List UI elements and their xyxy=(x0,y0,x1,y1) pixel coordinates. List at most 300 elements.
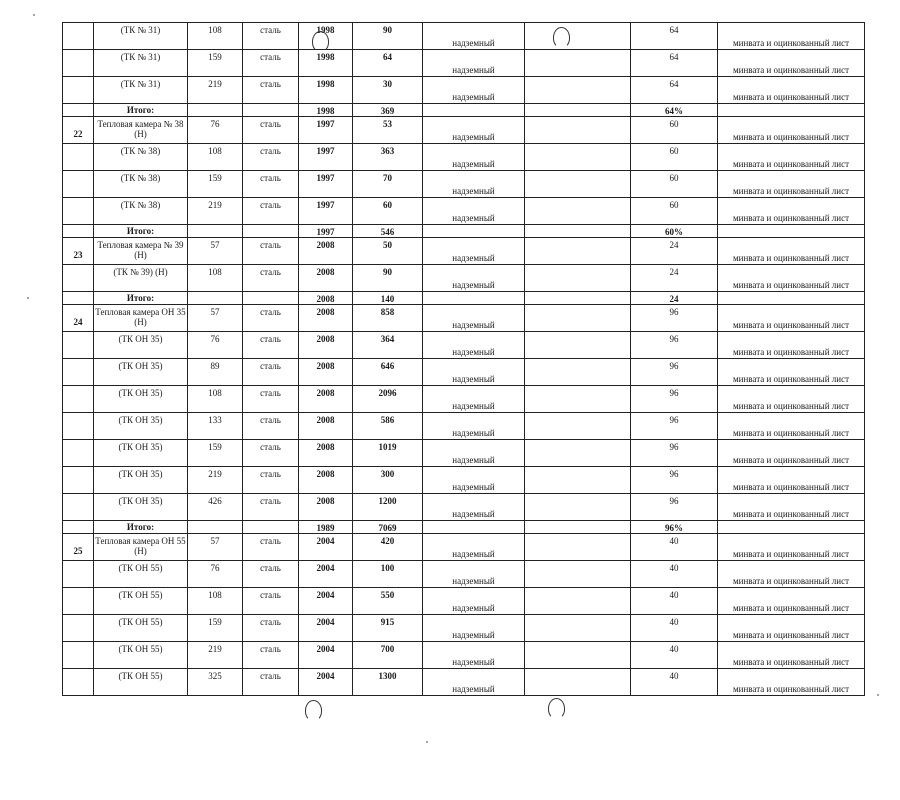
cell-year: 2004 xyxy=(299,534,353,561)
cell-wear-percent: 96 xyxy=(631,413,718,440)
cell-year: 2004 xyxy=(299,669,353,696)
cell-wear-percent: 64% xyxy=(631,104,718,117)
table-row xyxy=(63,359,865,386)
cell-object-name: Тепловая камера № 39 (Н) xyxy=(94,238,188,265)
table-row xyxy=(63,413,865,440)
cell-insulation: минвата и оцинкованный лист xyxy=(718,494,865,521)
scan-speck xyxy=(33,14,35,16)
cell-object-name: Итого: xyxy=(94,104,188,117)
total-row xyxy=(63,521,865,534)
cell-laying-type: надземный xyxy=(423,534,525,561)
cell-year: 2008 xyxy=(299,265,353,292)
cell-laying-type: надземный xyxy=(423,642,525,669)
cell-row-number xyxy=(63,386,94,413)
cell-laying-type: надземный xyxy=(423,23,525,50)
cell-laying-type: надземный xyxy=(423,386,525,413)
cell-material xyxy=(243,292,299,305)
cell-material: сталь xyxy=(243,23,299,50)
cell-row-number xyxy=(63,615,94,642)
cell-empty xyxy=(525,144,631,171)
cell-wear-percent: 96 xyxy=(631,386,718,413)
cell-object-name: (ТК ОН 55) xyxy=(94,615,188,642)
cell-laying-type: надземный xyxy=(423,413,525,440)
cell-row-number xyxy=(63,198,94,225)
cell-row-number xyxy=(63,413,94,440)
cell-material: сталь xyxy=(243,50,299,77)
cell-insulation: минвата и оцинкованный лист xyxy=(718,534,865,561)
table-row xyxy=(63,642,865,669)
cell-diameter: 76 xyxy=(188,561,243,588)
cell-diameter: 108 xyxy=(188,23,243,50)
table-body xyxy=(63,23,865,696)
punch-hole-mark xyxy=(553,27,570,48)
cell-material: сталь xyxy=(243,265,299,292)
cell-laying-type: надземный xyxy=(423,305,525,332)
cell-empty xyxy=(525,534,631,561)
cell-insulation xyxy=(718,521,865,534)
cell-insulation: минвата и оцинкованный лист xyxy=(718,386,865,413)
cell-length: 1200 xyxy=(353,494,423,521)
cell-wear-percent: 24 xyxy=(631,292,718,305)
cell-insulation: минвата и оцинкованный лист xyxy=(718,265,865,292)
cell-diameter: 325 xyxy=(188,669,243,696)
table-row xyxy=(63,332,865,359)
cell-year: 2008 xyxy=(299,292,353,305)
cell-row-number xyxy=(63,50,94,77)
cell-insulation: минвата и оцинкованный лист xyxy=(718,413,865,440)
cell-object-name: (ТК ОН 55) xyxy=(94,669,188,696)
cell-year: 1998 xyxy=(299,50,353,77)
cell-diameter: 159 xyxy=(188,615,243,642)
cell-laying-type: надземный xyxy=(423,467,525,494)
cell-empty xyxy=(525,359,631,386)
cell-diameter: 108 xyxy=(188,144,243,171)
cell-material: сталь xyxy=(243,494,299,521)
cell-object-name: (ТК ОН 35) xyxy=(94,467,188,494)
scan-speck xyxy=(27,297,29,299)
cell-year: 2008 xyxy=(299,494,353,521)
cell-length: 586 xyxy=(353,413,423,440)
cell-length: 64 xyxy=(353,50,423,77)
cell-row-number xyxy=(63,642,94,669)
total-row xyxy=(63,225,865,238)
cell-object-name: (ТК ОН 35) xyxy=(94,386,188,413)
cell-object-name: (ТК № 31) xyxy=(94,23,188,50)
cell-diameter: 76 xyxy=(188,117,243,144)
cell-wear-percent: 60 xyxy=(631,171,718,198)
cell-year: 2008 xyxy=(299,440,353,467)
cell-laying-type xyxy=(423,292,525,305)
cell-length: 546 xyxy=(353,225,423,238)
cell-year: 1998 xyxy=(299,23,353,50)
cell-object-name: Тепловая камера ОН 55 (Н) xyxy=(94,534,188,561)
cell-wear-percent: 60 xyxy=(631,144,718,171)
cell-material: сталь xyxy=(243,117,299,144)
cell-insulation: минвата и оцинкованный лист xyxy=(718,117,865,144)
cell-wear-percent: 96 xyxy=(631,494,718,521)
cell-length: 915 xyxy=(353,615,423,642)
cell-laying-type: надземный xyxy=(423,359,525,386)
cell-empty xyxy=(525,265,631,292)
cell-diameter: 57 xyxy=(188,305,243,332)
cell-wear-percent: 60 xyxy=(631,117,718,144)
cell-row-number: 23 xyxy=(63,238,94,265)
cell-year: 1997 xyxy=(299,171,353,198)
table-row xyxy=(63,588,865,615)
cell-empty xyxy=(525,305,631,332)
table-row xyxy=(63,534,865,561)
cell-object-name: (ТК ОН 55) xyxy=(94,561,188,588)
cell-material: сталь xyxy=(243,198,299,225)
cell-laying-type xyxy=(423,104,525,117)
cell-material: сталь xyxy=(243,77,299,104)
cell-year: 2004 xyxy=(299,588,353,615)
cell-wear-percent: 40 xyxy=(631,534,718,561)
cell-wear-percent: 96% xyxy=(631,521,718,534)
cell-row-number: 25 xyxy=(63,534,94,561)
cell-diameter xyxy=(188,225,243,238)
cell-laying-type: надземный xyxy=(423,669,525,696)
cell-wear-percent: 64 xyxy=(631,23,718,50)
cell-length: 50 xyxy=(353,238,423,265)
cell-wear-percent: 96 xyxy=(631,467,718,494)
cell-length: 100 xyxy=(353,561,423,588)
cell-row-number xyxy=(63,265,94,292)
cell-empty xyxy=(525,440,631,467)
cell-row-number xyxy=(63,23,94,50)
cell-year: 2004 xyxy=(299,615,353,642)
cell-year: 2008 xyxy=(299,413,353,440)
cell-insulation: минвата и оцинкованный лист xyxy=(718,467,865,494)
cell-empty xyxy=(525,386,631,413)
cell-row-number xyxy=(63,440,94,467)
cell-diameter: 108 xyxy=(188,386,243,413)
cell-year: 1998 xyxy=(299,77,353,104)
cell-length: 700 xyxy=(353,642,423,669)
cell-wear-percent: 40 xyxy=(631,615,718,642)
cell-year: 2008 xyxy=(299,359,353,386)
cell-object-name: (ТК ОН 35) xyxy=(94,359,188,386)
cell-year: 1997 xyxy=(299,198,353,225)
cell-wear-percent: 96 xyxy=(631,359,718,386)
cell-material: сталь xyxy=(243,332,299,359)
cell-diameter: 219 xyxy=(188,642,243,669)
cell-wear-percent: 24 xyxy=(631,238,718,265)
cell-length: 363 xyxy=(353,144,423,171)
cell-insulation: минвата и оцинкованный лист xyxy=(718,171,865,198)
cell-object-name: Итого: xyxy=(94,225,188,238)
cell-length: 646 xyxy=(353,359,423,386)
cell-diameter xyxy=(188,521,243,534)
cell-wear-percent: 96 xyxy=(631,440,718,467)
cell-empty xyxy=(525,104,631,117)
cell-insulation: минвата и оцинкованный лист xyxy=(718,332,865,359)
cell-insulation: минвата и оцинкованный лист xyxy=(718,23,865,50)
cell-empty xyxy=(525,23,631,50)
cell-insulation: минвата и оцинкованный лист xyxy=(718,238,865,265)
cell-length: 858 xyxy=(353,305,423,332)
table-row xyxy=(63,77,865,104)
cell-insulation: минвата и оцинкованный лист xyxy=(718,615,865,642)
cell-material: сталь xyxy=(243,615,299,642)
cell-material: сталь xyxy=(243,467,299,494)
cell-year: 1997 xyxy=(299,225,353,238)
cell-empty xyxy=(525,332,631,359)
cell-laying-type: надземный xyxy=(423,332,525,359)
cell-laying-type: надземный xyxy=(423,238,525,265)
cell-diameter: 219 xyxy=(188,467,243,494)
cell-length: 70 xyxy=(353,171,423,198)
cell-material: сталь xyxy=(243,413,299,440)
cell-wear-percent: 96 xyxy=(631,305,718,332)
cell-length: 420 xyxy=(353,534,423,561)
cell-length: 1300 xyxy=(353,669,423,696)
scan-speck xyxy=(426,741,428,743)
table-row xyxy=(63,440,865,467)
cell-empty xyxy=(525,494,631,521)
punch-hole-mark xyxy=(548,698,565,719)
table-row xyxy=(63,238,865,265)
cell-laying-type: надземный xyxy=(423,198,525,225)
cell-year: 2008 xyxy=(299,386,353,413)
cell-object-name: Тепловая камера № 38 (Н) xyxy=(94,117,188,144)
cell-object-name: (ТК № 38) xyxy=(94,198,188,225)
cell-row-number xyxy=(63,171,94,198)
cell-length: 550 xyxy=(353,588,423,615)
cell-year: 1997 xyxy=(299,117,353,144)
cell-wear-percent: 24 xyxy=(631,265,718,292)
cell-empty xyxy=(525,292,631,305)
cell-laying-type: надземный xyxy=(423,265,525,292)
cell-row-number xyxy=(63,104,94,117)
cell-row-number xyxy=(63,225,94,238)
cell-material: сталь xyxy=(243,305,299,332)
cell-empty xyxy=(525,615,631,642)
cell-year: 2008 xyxy=(299,467,353,494)
punch-hole-mark xyxy=(305,700,322,721)
cell-object-name: Тепловая камера ОН 35 (Н) xyxy=(94,305,188,332)
cell-insulation: минвата и оцинкованный лист xyxy=(718,144,865,171)
cell-laying-type: надземный xyxy=(423,588,525,615)
cell-insulation: минвата и оцинкованный лист xyxy=(718,305,865,332)
cell-material: сталь xyxy=(243,588,299,615)
cell-diameter: 57 xyxy=(188,534,243,561)
table-row xyxy=(63,467,865,494)
cell-empty xyxy=(525,642,631,669)
cell-laying-type: надземный xyxy=(423,561,525,588)
cell-object-name: (ТК № 38) xyxy=(94,171,188,198)
cell-row-number xyxy=(63,332,94,359)
table-row xyxy=(63,171,865,198)
table-row xyxy=(63,669,865,696)
cell-row-number xyxy=(63,588,94,615)
cell-empty xyxy=(525,77,631,104)
cell-object-name: (ТК ОН 35) xyxy=(94,413,188,440)
cell-insulation xyxy=(718,225,865,238)
cell-length: 300 xyxy=(353,467,423,494)
cell-length: 53 xyxy=(353,117,423,144)
scan-speck xyxy=(877,694,879,696)
table-row xyxy=(63,561,865,588)
cell-row-number xyxy=(63,494,94,521)
cell-diameter: 219 xyxy=(188,77,243,104)
cell-material: сталь xyxy=(243,386,299,413)
cell-object-name: Итого: xyxy=(94,521,188,534)
cell-row-number xyxy=(63,669,94,696)
cell-laying-type: надземный xyxy=(423,615,525,642)
cell-length: 369 xyxy=(353,104,423,117)
total-row xyxy=(63,292,865,305)
cell-laying-type: надземный xyxy=(423,50,525,77)
cell-object-name: Итого: xyxy=(94,292,188,305)
table-row xyxy=(63,494,865,521)
cell-wear-percent: 40 xyxy=(631,642,718,669)
cell-length: 364 xyxy=(353,332,423,359)
cell-empty xyxy=(525,50,631,77)
cell-material xyxy=(243,104,299,117)
cell-year: 1997 xyxy=(299,144,353,171)
table-row xyxy=(63,305,865,332)
cell-laying-type: надземный xyxy=(423,171,525,198)
cell-row-number xyxy=(63,292,94,305)
cell-diameter: 159 xyxy=(188,440,243,467)
table-row xyxy=(63,117,865,144)
cell-year: 2008 xyxy=(299,332,353,359)
cell-length: 140 xyxy=(353,292,423,305)
cell-year: 2004 xyxy=(299,561,353,588)
cell-wear-percent: 40 xyxy=(631,669,718,696)
cell-wear-percent: 96 xyxy=(631,332,718,359)
cell-year: 2004 xyxy=(299,642,353,669)
cell-material: сталь xyxy=(243,561,299,588)
cell-length: 60 xyxy=(353,198,423,225)
cell-empty xyxy=(525,238,631,265)
table-row xyxy=(63,144,865,171)
cell-row-number xyxy=(63,561,94,588)
cell-insulation: минвата и оцинкованный лист xyxy=(718,669,865,696)
cell-laying-type: надземный xyxy=(423,440,525,467)
cell-year: 1989 xyxy=(299,521,353,534)
cell-material xyxy=(243,521,299,534)
cell-laying-type: надземный xyxy=(423,117,525,144)
cell-diameter xyxy=(188,292,243,305)
cell-material: сталь xyxy=(243,144,299,171)
cell-insulation xyxy=(718,104,865,117)
cell-length: 30 xyxy=(353,77,423,104)
cell-diameter: 426 xyxy=(188,494,243,521)
cell-wear-percent: 40 xyxy=(631,588,718,615)
cell-empty xyxy=(525,171,631,198)
cell-insulation: минвата и оцинкованный лист xyxy=(718,359,865,386)
cell-row-number xyxy=(63,77,94,104)
cell-insulation: минвата и оцинкованный лист xyxy=(718,198,865,225)
cell-wear-percent: 60 xyxy=(631,198,718,225)
cell-row-number xyxy=(63,467,94,494)
cell-empty xyxy=(525,467,631,494)
cell-laying-type: надземный xyxy=(423,77,525,104)
cell-insulation: минвата и оцинкованный лист xyxy=(718,588,865,615)
cell-row-number xyxy=(63,521,94,534)
cell-row-number: 24 xyxy=(63,305,94,332)
cell-laying-type: надземный xyxy=(423,494,525,521)
cell-object-name: (ТК № 39) (Н) xyxy=(94,265,188,292)
cell-diameter: 57 xyxy=(188,238,243,265)
cell-empty xyxy=(525,561,631,588)
cell-diameter: 219 xyxy=(188,198,243,225)
cell-material: сталь xyxy=(243,642,299,669)
cell-material: сталь xyxy=(243,238,299,265)
cell-wear-percent: 60% xyxy=(631,225,718,238)
cell-empty xyxy=(525,117,631,144)
cell-diameter: 159 xyxy=(188,50,243,77)
cell-material: сталь xyxy=(243,440,299,467)
cell-insulation: минвата и оцинкованный лист xyxy=(718,77,865,104)
table-row xyxy=(63,265,865,292)
cell-insulation: минвата и оцинкованный лист xyxy=(718,642,865,669)
cell-empty xyxy=(525,198,631,225)
cell-object-name: (ТК ОН 55) xyxy=(94,642,188,669)
cell-diameter: 108 xyxy=(188,588,243,615)
cell-wear-percent: 64 xyxy=(631,50,718,77)
cell-insulation: минвата и оцинкованный лист xyxy=(718,561,865,588)
cell-object-name: (ТК № 38) xyxy=(94,144,188,171)
heat-network-table xyxy=(62,22,865,696)
cell-empty xyxy=(525,413,631,440)
punch-hole-mark xyxy=(312,31,329,52)
cell-row-number: 22 xyxy=(63,117,94,144)
cell-object-name: (ТК ОН 35) xyxy=(94,440,188,467)
cell-object-name: (ТК ОН 35) xyxy=(94,494,188,521)
cell-year: 1998 xyxy=(299,104,353,117)
cell-empty xyxy=(525,669,631,696)
cell-year: 2008 xyxy=(299,238,353,265)
cell-row-number xyxy=(63,359,94,386)
cell-wear-percent: 40 xyxy=(631,561,718,588)
cell-laying-type xyxy=(423,225,525,238)
cell-length: 7069 xyxy=(353,521,423,534)
cell-wear-percent: 64 xyxy=(631,77,718,104)
cell-length: 90 xyxy=(353,265,423,292)
cell-insulation: минвата и оцинкованный лист xyxy=(718,440,865,467)
cell-material: сталь xyxy=(243,534,299,561)
cell-laying-type xyxy=(423,521,525,534)
cell-empty xyxy=(525,588,631,615)
cell-diameter: 159 xyxy=(188,171,243,198)
cell-diameter: 76 xyxy=(188,332,243,359)
cell-length: 1019 xyxy=(353,440,423,467)
cell-material: сталь xyxy=(243,669,299,696)
cell-insulation: минвата и оцинкованный лист xyxy=(718,50,865,77)
cell-material: сталь xyxy=(243,171,299,198)
cell-row-number xyxy=(63,144,94,171)
cell-empty xyxy=(525,225,631,238)
cell-year: 2008 xyxy=(299,305,353,332)
cell-object-name: (ТК ОН 55) xyxy=(94,588,188,615)
cell-object-name: (ТК № 31) xyxy=(94,50,188,77)
cell-material: сталь xyxy=(243,359,299,386)
cell-length: 90 xyxy=(353,23,423,50)
cell-empty xyxy=(525,521,631,534)
total-row xyxy=(63,104,865,117)
cell-laying-type: надземный xyxy=(423,144,525,171)
cell-object-name: (ТК ОН 35) xyxy=(94,332,188,359)
table-row xyxy=(63,615,865,642)
table-row xyxy=(63,50,865,77)
cell-diameter xyxy=(188,104,243,117)
table-row xyxy=(63,23,865,50)
table-row xyxy=(63,386,865,413)
cell-diameter: 133 xyxy=(188,413,243,440)
